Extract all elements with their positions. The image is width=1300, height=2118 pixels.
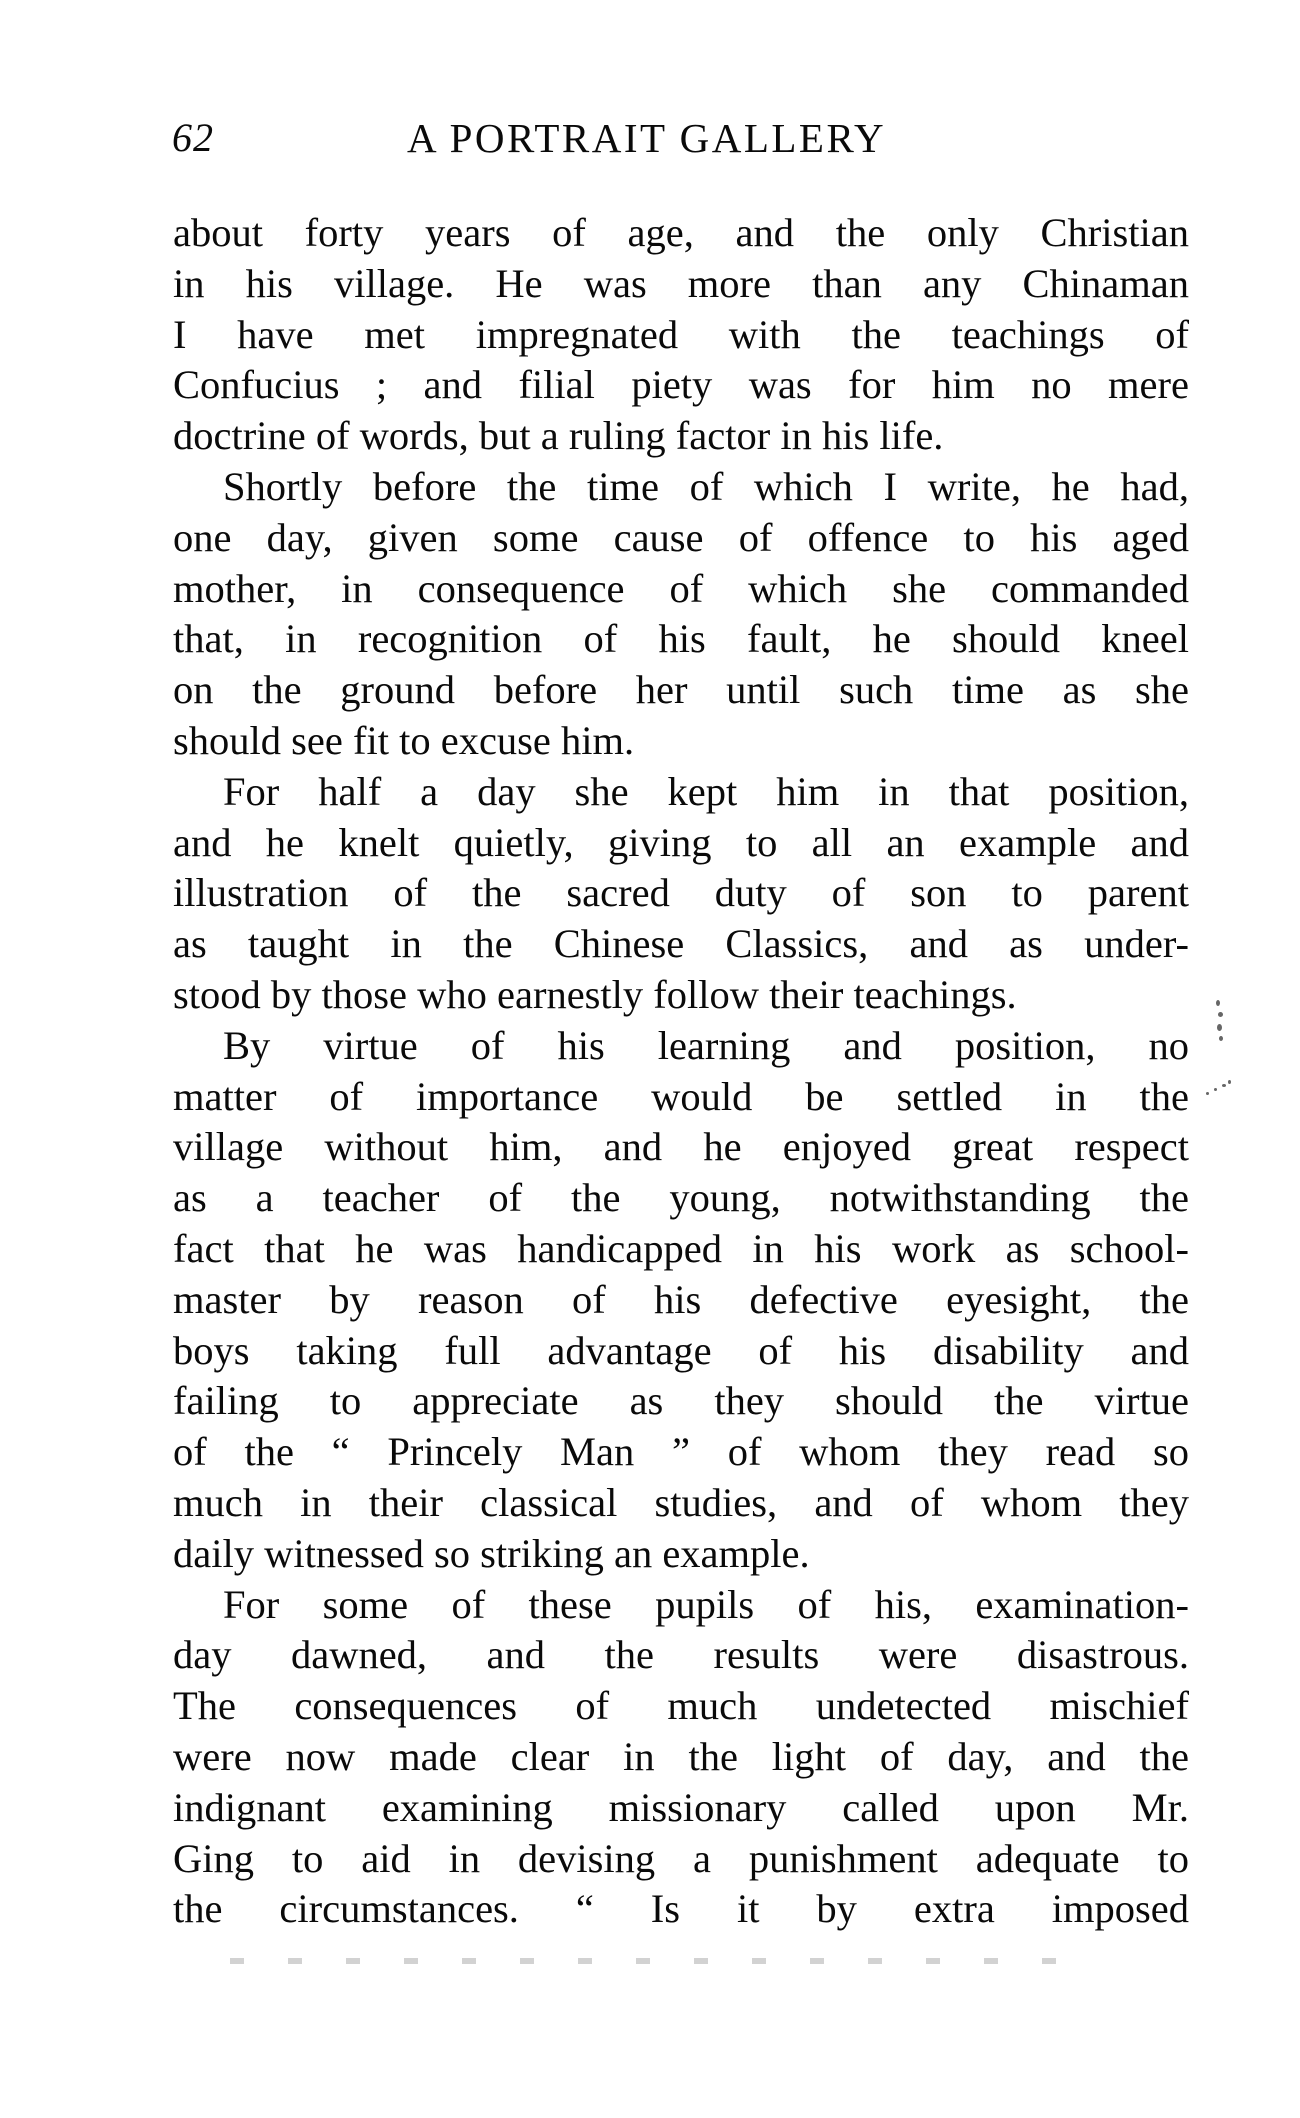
text-line: By virtue of his learning and position, no xyxy=(223,1022,1189,1068)
text-line: daily witnessed so striking an example. xyxy=(173,1530,810,1576)
text-line: Confucius ; and filial piety was for him no mere xyxy=(173,362,1189,408)
scan-bottom-marks xyxy=(230,1958,1090,1964)
text-line: were now made clear in the light of day, and the xyxy=(173,1733,1189,1779)
text-line: master by reason of his defective eyesight, the xyxy=(173,1276,1189,1322)
running-title: A PORTRAIT GALLERY xyxy=(407,115,887,161)
text-line: I have met impregnated with the teachings of xyxy=(173,311,1189,357)
text-line: doctrine of words, but a ruling factor in his life. xyxy=(173,413,944,459)
body-text xyxy=(173,208,1189,1935)
scan-specks xyxy=(1202,1000,1242,1150)
text-line: that, in recognition of his fault, he should kneel xyxy=(173,616,1189,662)
page-number: 62 xyxy=(172,115,214,160)
text-line: as a teacher of the young, notwithstanding the xyxy=(173,1175,1189,1221)
text-line: illustration of the sacred duty of son to parent xyxy=(173,870,1189,916)
text-line: mother, in consequence of which she commanded xyxy=(173,565,1189,611)
text-line: day dawned, and the results were disastrous. xyxy=(173,1632,1189,1678)
text-line: Ging to aid in devising a punishment adequate to xyxy=(173,1835,1189,1881)
text-line: stood by those who earnestly follow their teachings. xyxy=(173,971,1017,1017)
text-line: one day, given some cause of offence to his aged xyxy=(173,514,1189,560)
text-line: of the “ Princely Man ” of whom they read so xyxy=(173,1429,1189,1475)
text-line: and he knelt quietly, giving to all an example and xyxy=(173,819,1189,865)
text-line: boys taking full advantage of his disability and xyxy=(173,1327,1189,1373)
text-line: For some of these pupils of his, examination- xyxy=(223,1581,1189,1627)
text-line: failing to appreciate as they should the virtue xyxy=(173,1378,1189,1424)
text-line: on the ground before her until such time as she xyxy=(173,667,1189,713)
text-line: should see fit to excuse him. xyxy=(173,717,635,763)
text-line: as taught in the Chinese Classics, and as under- xyxy=(173,921,1189,967)
text-line: indignant examining missionary called upon Mr. xyxy=(173,1784,1189,1830)
text-line: matter of importance would be settled in the xyxy=(173,1073,1189,1119)
text-line: For half a day she kept him in that position, xyxy=(223,768,1189,814)
text-line: the circumstances. “ Is it by extra imposed xyxy=(173,1886,1189,1932)
text-line: fact that he was handicapped in his work as school- xyxy=(173,1225,1189,1271)
text-line: in his village. He was more than any Chinaman xyxy=(173,260,1189,306)
text-line: about forty years of age, and the only Christian xyxy=(173,210,1189,255)
text-line: The consequences of much undetected mischief xyxy=(173,1683,1189,1729)
text-line: much in their classical studies, and of whom they xyxy=(173,1479,1189,1525)
running-head xyxy=(172,114,1192,174)
text-line: Shortly before the time of which I write, he had, xyxy=(223,463,1189,509)
text-line: village without him, and he enjoyed great respect xyxy=(173,1124,1189,1170)
